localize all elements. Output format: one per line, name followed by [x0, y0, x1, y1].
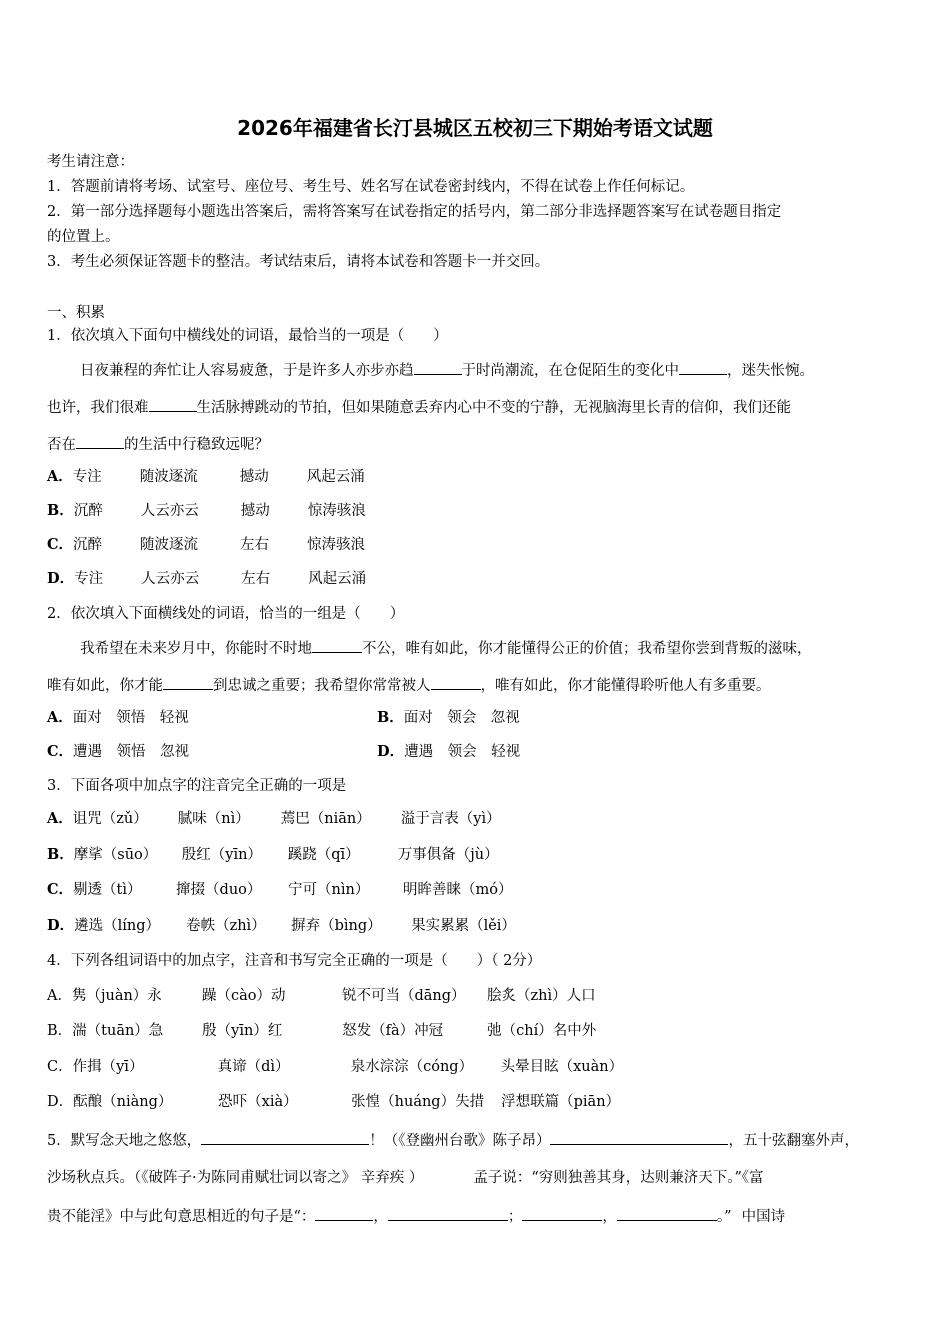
section-heading: 一、积累	[47, 305, 105, 321]
answer-blank[interactable]	[431, 675, 481, 690]
q2-text: ，唯有如此，你才能懂得聆听他人有多重要。	[480, 678, 771, 694]
answer-blank[interactable]	[617, 1206, 717, 1221]
option-word: 万事俱备（jù）	[397, 847, 499, 863]
q1-option-a[interactable]	[47, 467, 365, 487]
notice-item: 3．考生必须保证答题卡的整洁。考试结束后，请将本试卷和答题卡一并交回。	[47, 254, 550, 270]
q5-text: 贵不能淫》中与此句意思相近的句子是“：	[47, 1209, 316, 1225]
option-word: 锐不可当（dāng）	[341, 988, 466, 1004]
answer-blank[interactable]	[201, 1130, 369, 1145]
option-label: A．	[47, 988, 72, 1004]
q1-text: 的生活中行稳致远呢？	[124, 437, 269, 453]
q5-line	[47, 1130, 859, 1151]
option-word: 泉水淙淙（cóng）	[350, 1059, 474, 1075]
option-word: 隽（juàn）永	[71, 988, 162, 1004]
q4-option-d[interactable]	[47, 1092, 620, 1112]
option-word: 殷（yīn）红	[202, 1023, 283, 1039]
q5-text: 5．默写念天地之悠悠，	[47, 1133, 202, 1149]
answer-blank[interactable]	[679, 360, 727, 375]
option-word: 惊涛骇浪	[307, 537, 366, 553]
q5-text: 孟子说：“穷则独善其身，达则兼济天下。”《富	[473, 1170, 764, 1186]
option-word: 作揖（yī）	[72, 1059, 144, 1075]
option-label: A．	[47, 810, 73, 827]
option-label: D．	[47, 570, 75, 587]
option-word: 恐吓（xià）	[218, 1094, 298, 1110]
option-word: 风起云涌	[308, 571, 367, 587]
option-word: 诅咒（zǔ）	[72, 811, 148, 827]
notice-item: 1．答题前请将考场、试室号、座位号、考生号、姓名写在试卷密封线内，不得在试卷上作任何标记。	[47, 179, 695, 195]
answer-blank[interactable]	[388, 1206, 508, 1221]
option-word: 摒弃（bìng）	[291, 918, 382, 934]
q2-passage-line	[47, 675, 771, 696]
option-label: D．	[47, 917, 75, 934]
answer-blank[interactable]	[149, 397, 197, 412]
q1-text: ，迷失怅惋。	[727, 363, 814, 379]
q2-passage-line	[80, 638, 812, 659]
answer-blank[interactable]	[163, 675, 213, 690]
option-word: 撼动	[239, 469, 269, 485]
q3-option-a[interactable]	[47, 809, 501, 829]
option-word: 撼动	[240, 503, 270, 519]
answer-blank[interactable]	[315, 1206, 373, 1221]
page-title: 2026年福建省长汀县城区五校初三下期始考语文试题	[237, 116, 713, 140]
option-label: C．	[47, 1059, 73, 1075]
option-label: C．	[47, 881, 74, 898]
q5-line	[47, 1168, 764, 1188]
q2-option-c[interactable]	[47, 742, 189, 762]
q2-text: 唯有如此，你才能	[47, 678, 163, 694]
q1-text: 否在	[47, 437, 76, 453]
option-label: B．	[377, 709, 404, 726]
option-word: 殷红（yīn）	[181, 847, 262, 863]
option-word: 蹊跷（qī）	[287, 847, 360, 863]
option-label: B．	[47, 1023, 73, 1039]
q3-stem: 3．下面各项中加点字的注音完全正确的一项是	[47, 778, 347, 794]
option-word: 果实累累（lěi）	[411, 918, 516, 934]
option-label: D．	[47, 1094, 74, 1110]
option-word: 随波逐流	[139, 469, 198, 485]
q3-option-b[interactable]	[47, 845, 499, 865]
option-word: 人云亦云	[140, 503, 199, 519]
q2-option-b[interactable]	[377, 708, 520, 728]
notice-item: 的位置上。	[47, 229, 120, 245]
q3-option-c[interactable]	[47, 880, 513, 900]
q5-text: ；	[507, 1209, 523, 1225]
option-label: C．	[47, 536, 74, 553]
q5-text: ！（《登幽州台歌》陈子昂）	[369, 1133, 551, 1149]
option-text: 遭遇 领会 轻视	[404, 744, 521, 760]
option-label: B．	[47, 502, 74, 519]
q4-stem: 4．下列各组词语中的加点字，注音和书写完全正确的一项是（ ）（ 2分）	[47, 953, 542, 969]
q1-stem: 1．依次填入下面句中横线处的词语，最恰当的一项是（ ）	[47, 328, 448, 344]
option-word: 真谛（dì）	[217, 1059, 290, 1075]
option-word: 头晕目眩（xuàn）	[500, 1059, 624, 1075]
option-label: B．	[47, 846, 74, 863]
answer-blank[interactable]	[522, 1206, 602, 1221]
option-word: 酝酿（niàng）	[73, 1094, 173, 1110]
option-word: 宁可（nìn）	[288, 882, 370, 898]
option-word: 风起云涌	[306, 469, 365, 485]
option-word: 脍炙（zhì）人口	[486, 988, 596, 1004]
q1-text: 生活脉搏跳动的节拍，但如果随意丢弃内心中不变的宁静，无视脑海里长青的信仰，我们还能	[196, 400, 791, 416]
q5-text: ，	[373, 1209, 388, 1225]
q1-passage-line	[47, 397, 791, 418]
q1-option-d[interactable]	[47, 569, 366, 589]
option-word: 随波逐流	[140, 537, 199, 553]
option-word: 惊涛骇浪	[307, 503, 366, 519]
q3-option-d[interactable]	[47, 916, 516, 936]
option-word: 腻味（nì）	[177, 811, 250, 827]
q5-text: 中国诗	[741, 1209, 786, 1225]
q4-option-b[interactable]	[47, 1021, 596, 1041]
q2-stem: 2．依次填入下面横线处的词语，恰当的一组是（ ）	[47, 606, 405, 622]
option-word: 专注	[74, 571, 104, 587]
q1-passage-line	[80, 360, 814, 381]
q5-text: 。”	[716, 1209, 732, 1225]
option-label: A．	[47, 468, 73, 485]
option-word: 躁（cào）动	[201, 988, 286, 1004]
answer-blank[interactable]	[312, 638, 362, 653]
q2-option-a[interactable]	[47, 708, 189, 728]
option-word: 明眸善睐（mó）	[403, 882, 513, 898]
q1-text: 也许，我们很难	[47, 400, 149, 416]
q1-passage-line	[47, 434, 269, 455]
option-word: 人云亦云	[141, 571, 200, 587]
q5-line	[47, 1206, 785, 1227]
q4-option-a[interactable]	[47, 986, 596, 1006]
option-word: 沉醉	[73, 503, 103, 519]
answer-blank[interactable]	[414, 360, 462, 375]
option-word: 蔫巴（niān）	[280, 811, 371, 827]
q2-option-d[interactable]	[377, 742, 520, 762]
notice-item: 2．第一部分选择题每小题选出答案后，需将答案写在试卷指定的括号内，第二部分非选择题答案写在试卷题目指定	[47, 204, 782, 220]
q1-text: 日夜兼程的奔忙让人容易疲惫，于是许多人亦步亦趋	[80, 363, 414, 379]
option-label: D．	[377, 743, 405, 760]
option-word: 怒发（fà）冲冠	[342, 1023, 444, 1039]
option-word: 左右	[240, 537, 270, 553]
option-word: 剔透（tì）	[73, 882, 142, 898]
answer-blank[interactable]	[76, 434, 124, 449]
option-text: 遭遇 领悟 忽视	[73, 744, 190, 760]
option-word: 张惶（huáng）失措	[351, 1094, 485, 1110]
option-word: 湍（tuān）急	[72, 1023, 164, 1039]
q1-option-b[interactable]	[47, 501, 366, 521]
answer-blank[interactable]	[550, 1130, 728, 1145]
option-word: 溢于言表（yì）	[400, 811, 501, 827]
option-word: 沉醉	[73, 537, 103, 553]
option-word: 专注	[72, 469, 102, 485]
q5-text: ，	[602, 1209, 617, 1225]
q2-text: 到忠诚之重要；我希望你常常被人	[213, 678, 431, 694]
option-word: 撺掇（duo）	[176, 882, 262, 898]
option-label: C．	[47, 743, 74, 760]
option-word: 浮想联篇（piān）	[501, 1094, 621, 1110]
option-word: 遴选（líng）	[74, 918, 160, 934]
q5-text: 沙场秋点兵。（《破阵子·为陈同甫赋壮词以寄之》 辛弃疾 ）	[47, 1170, 424, 1186]
q2-text: 不公，唯有如此，你才能懂得公正的价值；我希望你尝到背叛的滋味，	[362, 641, 812, 657]
notice-heading: 考生请注意：	[47, 154, 134, 170]
q4-option-c[interactable]	[47, 1057, 623, 1077]
option-text: 面对 领会 忽视	[403, 710, 520, 726]
q2-text: 我希望在未来岁月中，你能时不时地	[80, 641, 312, 657]
q5-text: ，五十弦翻塞外声，	[728, 1133, 859, 1149]
q1-text: 于时尚潮流，在仓促陌生的变化中	[461, 363, 679, 379]
option-text: 面对 领悟 轻视	[72, 710, 189, 726]
option-word: 卷帙（zhì）	[186, 918, 266, 934]
option-word: 摩挲（sūo）	[73, 847, 158, 863]
option-word: 弛（chí）名中外	[487, 1023, 597, 1039]
q1-option-c[interactable]	[47, 535, 365, 555]
option-label: A．	[47, 709, 73, 726]
option-word: 左右	[241, 571, 271, 587]
